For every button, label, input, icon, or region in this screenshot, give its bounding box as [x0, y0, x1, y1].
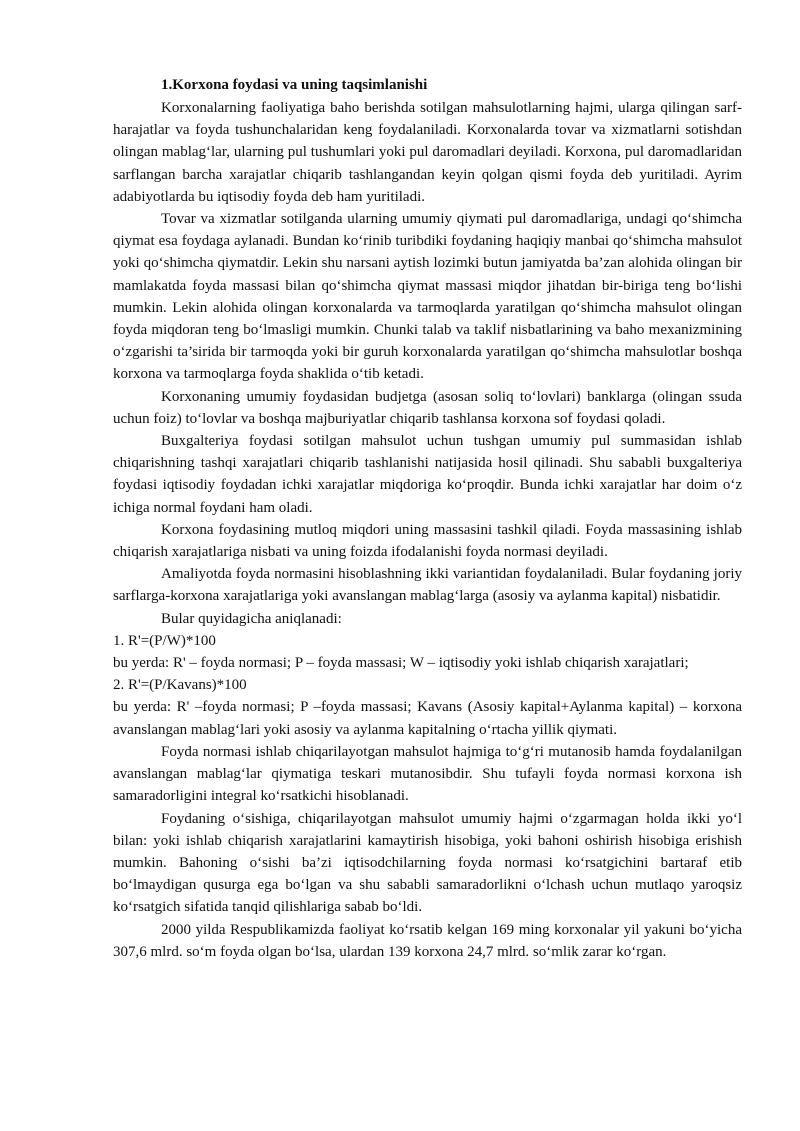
paragraph: Buxgalteriya foydasi sotilgan mahsulot uchun tushgan umumiy pul summasidan ishlab chiqarishning tashqi xarajatlari chiqarib tashlanishi natijasida hosil qilinadi. Shu sababli buxgalteriya foydasi iqtisodiy foydadan ichki xarajatlar miqdoriga ko‘proqdir. Bunda ichki xarajatlar har doim o‘z ichiga normal foydani ham oladi. — [113, 433, 742, 516]
paragraph: Korxonalarning faoliyatiga baho berishda sotilgan mahsulotlarning hajmi, ularga qilingan sarf-harajatlar va foyda tushunchalaridan keng foydalaniladi. Korxonalarda tovar va xizmatlarni sotishdan olingan mablag‘lar, ularning pul tushumlari yoki pul daromadlari deyiladi. Korxona, pul daromadlaridan sarflangan barcha xarajatlar chiqarib tashlangandan keyin qolgan qismi foyda deb yuritiladi. Ayrim adabiyotlarda bu iqtisodiy foyda deb ham yuritiladi. — [113, 100, 742, 205]
paragraph: 2000 yilda Respublikamizda faoliyat ko‘rsatib kelgan 169 ming korxonalar yil yakuni bo‘yicha 307,6 mlrd. so‘m foyda olgan bo‘lsa, ulardan 139 korxona 24,7 mlrd. so‘mlik zarar ko‘rgan. — [113, 921, 742, 960]
paragraph: Bular quyidagicha aniqlanadi: — [161, 610, 342, 627]
paragraph: Foydaning o‘sishiga, chiqarilayotgan mahsulot umumiy hajmi o‘zgarmagan holda ikki yo‘l bilan: yoki ishlab chiqarish xarajatlarini kamaytirish hisobiga, yoki bahoni oshirish hisobiga erishish mumkin. Bahoning o‘sishi ba’zi iqtisodchilarning foyda normasi ko‘rsatgichini bartaraf etib bo‘lmaydigan qusurga ega bo‘lgan va shu sababli samaradorlikni o‘lchash uchun mutlaqo yaroqsiz ko‘rsatgich sifatida tanqid qilishlariga sabab bo‘ldi. — [113, 810, 742, 916]
formula-1: 1. R'=(P/W)*100 — [113, 632, 216, 649]
formula-2-explanation: bu yerda: R' –foyda normasi; P –foyda massasi; Kavans (Asosiy kapital+Aylanma kapital) – korxona avanslangan mablag‘lari yoki asosiy va aylanma kapitalning o‘rtacha yillik qiymati. — [113, 699, 742, 738]
paragraph: Tovar va xizmatlar sotilganda ularning umumiy qiymati pul daromadlariga, undagi qo‘shimcha qiymat esa foydaga aylanadi. Bundan ko‘rinib turibdiki foydaning haqiqiy manbai qo‘shimcha mahsulot yoki qo‘shimcha qiymatdir. Lekin shu narsani aytish lozimki butun jamiyatda ba’zan alohida olingan bir mamlakatda foyda massasi bilan qo‘shimcha qiymat massasi miqdor jihatdan bir-biriga teng bo‘lishi mumkin. Lekin alohida olingan korxonalarda va tarmoqlarda yaratilgan qo‘shimcha mahsulot olingan foyda miqdoran teng bo‘lmasligi mumkin. Chunki talab va taklif nisbatlarining va baho mexanizmining o‘zgarishi ta’sirida bir tarmoqda yoki bir guruh korxonalarda yaratilgan qo‘shimcha mahsulotlar boshqa korxona va tarmoqlarga foyda shaklida o‘tib ketadi. — [113, 211, 742, 383]
paragraph: Korxona foydasining mutloq miqdori uning massasini tashkil qiladi. Foyda massasining ishlab chiqarish xarajatlariga nisbati va uning foizda ifodalanishi foyda normasi deyiladi. — [113, 521, 742, 561]
paragraph: Foyda normasi ishlab chiqarilayotgan mahsulot hajmiga to‘g‘ri mutanosib hamda foydalanilgan avanslangan mablag‘lar qiymatiga teskari mutanosibdir. Shu tufayli foyda normasi korxona ish samaradorligini integral ko‘rsatkichi hisoblanadi. — [113, 743, 742, 805]
section-heading: 1.Korxona foydasi va uning taqsimlanishi — [161, 77, 428, 93]
document-body — [113, 97, 742, 963]
formula-1-explanation: bu yerda: R' – foyda normasi; P – foyda massasi; W – iqtisodiy yoki ishlab chiqarish xarajatlari; — [113, 655, 689, 672]
paragraph: Korxonaning umumiy foydasidan budjetga (asosan soliq to‘lovlari) banklarga (olingan ssuda uchun foiz) to‘lovlar va boshqa majburiyatlar chiqarib tashlansa korxona sof foydasi qoladi. — [113, 388, 742, 427]
paragraph: Amaliyotda foyda normasini hisoblashning ikki variantidan foydalaniladi. Bular foydaning joriy sarflarga-korxona xarajatlariga yoki avanslangan mablag‘larga (asosiy va aylanma kapital) nisbatidir. — [113, 566, 742, 605]
formula-2: 2. R'=(P/Kavans)*100 — [113, 677, 247, 694]
